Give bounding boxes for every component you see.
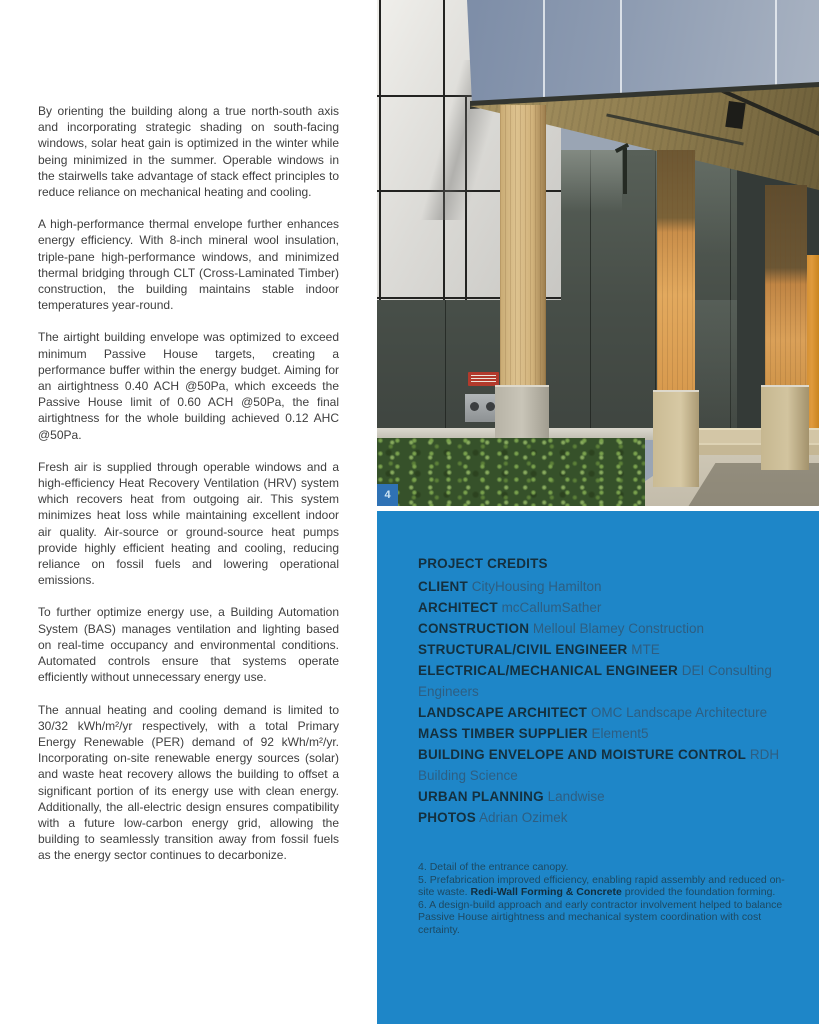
credit-row bbox=[418, 597, 793, 618]
credit-row bbox=[418, 723, 793, 744]
credit-label: BUILDING ENVELOPE AND MOISTURE CONTROL bbox=[418, 747, 747, 762]
photo-captions bbox=[418, 861, 800, 936]
credit-label: PHOTOS bbox=[418, 810, 476, 825]
credit-label: STRUCTURAL/CIVIL ENGINEER bbox=[418, 642, 628, 657]
fire-connection-knob bbox=[470, 402, 479, 411]
credit-label: ARCHITECT bbox=[418, 600, 498, 615]
caption-number: 4. bbox=[418, 861, 427, 873]
credit-value: MTE bbox=[631, 642, 660, 657]
fire-connection-knob bbox=[486, 402, 495, 411]
credit-row bbox=[418, 702, 793, 723]
credit-value: Melloul Blamey Construction bbox=[532, 621, 704, 636]
credit-row bbox=[418, 807, 793, 828]
credit-value: mcCallumSather bbox=[501, 600, 602, 615]
timber-column-left bbox=[500, 105, 546, 387]
downspout bbox=[623, 148, 627, 194]
caption-4 bbox=[418, 861, 800, 874]
credit-row bbox=[418, 576, 793, 597]
credit-value: DEI Consulting Engineers bbox=[418, 663, 772, 699]
caption-text: Prefabrication improved efficiency, enabling rapid assembly and reduced on-site waste. bbox=[418, 873, 785, 898]
credit-label: ELECTRICAL/MECHANICAL ENGINEER bbox=[418, 663, 679, 678]
credit-value: CityHousing Hamilton bbox=[471, 579, 602, 594]
building-entrance-photo bbox=[377, 0, 819, 506]
fire-safety-sign bbox=[468, 372, 499, 386]
body-paragraph: A high-performance thermal envelope further enhances energy efficiency. With 8-inch mineral wool insulation, triple-pane high-performance windows, and minimized thermal bridging through CLT (Cross-Laminated Timber) construction, the building maintains stable indoor temperatures year-round. bbox=[38, 217, 339, 313]
caption-text: Detail of the entrance canopy. bbox=[429, 861, 569, 873]
caption-text: A design-build approach and early contractor involvement helped to balance Passive House airtightness and mechanical system coordination with cost certainty. bbox=[418, 898, 783, 936]
body-paragraph: Fresh air is supplied through operable windows and a high-efficiency Heat Recovery Ventilation (HRV) system which recovers heat from outgoing air. This system minimizes heat loss while maintaining excellent indoor air quality. Air-source or ground-source heat pumps provide highly efficient heating and cooling, reducing reliance on fossil fuels and lowering operational emissions. bbox=[38, 459, 339, 588]
caption-number: 5. bbox=[418, 873, 427, 886]
soffit-junction-box bbox=[725, 101, 745, 129]
body-paragraph: By orienting the building along a true north-south axis and incorporating strategic shading on south-facing windows, solar heat gain is optimized in the winter while being minimized in the summer. Operable windows in the stairwells take advantage of stack effect principles to reduce reliance on mechanical heating and cooling. bbox=[38, 104, 339, 200]
credit-value: Landwise bbox=[547, 789, 605, 804]
credit-label: MASS TIMBER SUPPLIER bbox=[418, 726, 588, 741]
caption-number: 6. bbox=[418, 898, 427, 911]
column-base-right bbox=[761, 385, 809, 470]
credit-label: URBAN PLANNING bbox=[418, 789, 544, 804]
article-text-column bbox=[38, 103, 339, 880]
body-paragraph: To further optimize energy use, a Building Automation System (BAS) manages ventilation and lighting based on real-time occupancy and environmental conditions. Automated controls ensure that systems operate efficiently without unnecessary energy use. bbox=[38, 605, 339, 685]
project-credits-panel bbox=[377, 511, 819, 1024]
shrubs bbox=[377, 438, 645, 506]
credit-label: CONSTRUCTION bbox=[418, 621, 530, 636]
credit-value: Adrian Ozimek bbox=[478, 810, 568, 825]
caption-6 bbox=[418, 899, 800, 937]
panel-seam bbox=[543, 0, 545, 112]
body-paragraph: The airtight building envelope was optimized to exceed minimum Passive House targets, creating a performance buffer within the energy budget. Aiming for an airtightness 0.40 ACH @50Pa, which exceeds the Passive House limit of 0.60 ACH @50Pa, the final airtightness for the whole building achieved 0.12 AHC @50Pa. bbox=[38, 330, 339, 442]
credits-title: PROJECT CREDITS bbox=[418, 556, 548, 571]
credit-label: LANDSCAPE ARCHITECT bbox=[418, 705, 588, 720]
credit-row bbox=[418, 639, 793, 660]
credit-value: Element5 bbox=[591, 726, 649, 741]
credit-row bbox=[418, 786, 793, 807]
credit-row bbox=[418, 618, 793, 639]
caption-5 bbox=[418, 874, 800, 899]
body-paragraph: The annual heating and cooling demand is limited to 30/32 kWh/m²/yr respectively, with a total Primary Energy Renewable (PER) demand of 92 kWh/m²/yr. Incorporating on-site renewable energy sources (solar) and waste heat recovery allows the building to offset a significant portion of its energy use with clean energy. Additionally, the all-electric design ensures compatibility with a future low-carbon energy grid, allowing the building to seamlessly transition away from fossil fuels as the energy sector continues to decarbonize. bbox=[38, 702, 339, 863]
credit-row bbox=[418, 744, 793, 786]
credit-value: OMC Landscape Architecture bbox=[590, 705, 768, 720]
credit-value: RDH Building Science bbox=[418, 747, 780, 783]
photo-number-badge: 4 bbox=[377, 484, 398, 506]
caption-text: provided the foundation forming. bbox=[621, 886, 776, 898]
credit-label: CLIENT bbox=[418, 579, 468, 594]
credit-row bbox=[418, 660, 793, 702]
timber-column-right bbox=[765, 185, 807, 392]
timber-column-middle bbox=[657, 150, 695, 392]
caption-bold-text: Redi-Wall Forming & Concrete bbox=[470, 886, 622, 898]
column-base-middle bbox=[653, 390, 699, 487]
